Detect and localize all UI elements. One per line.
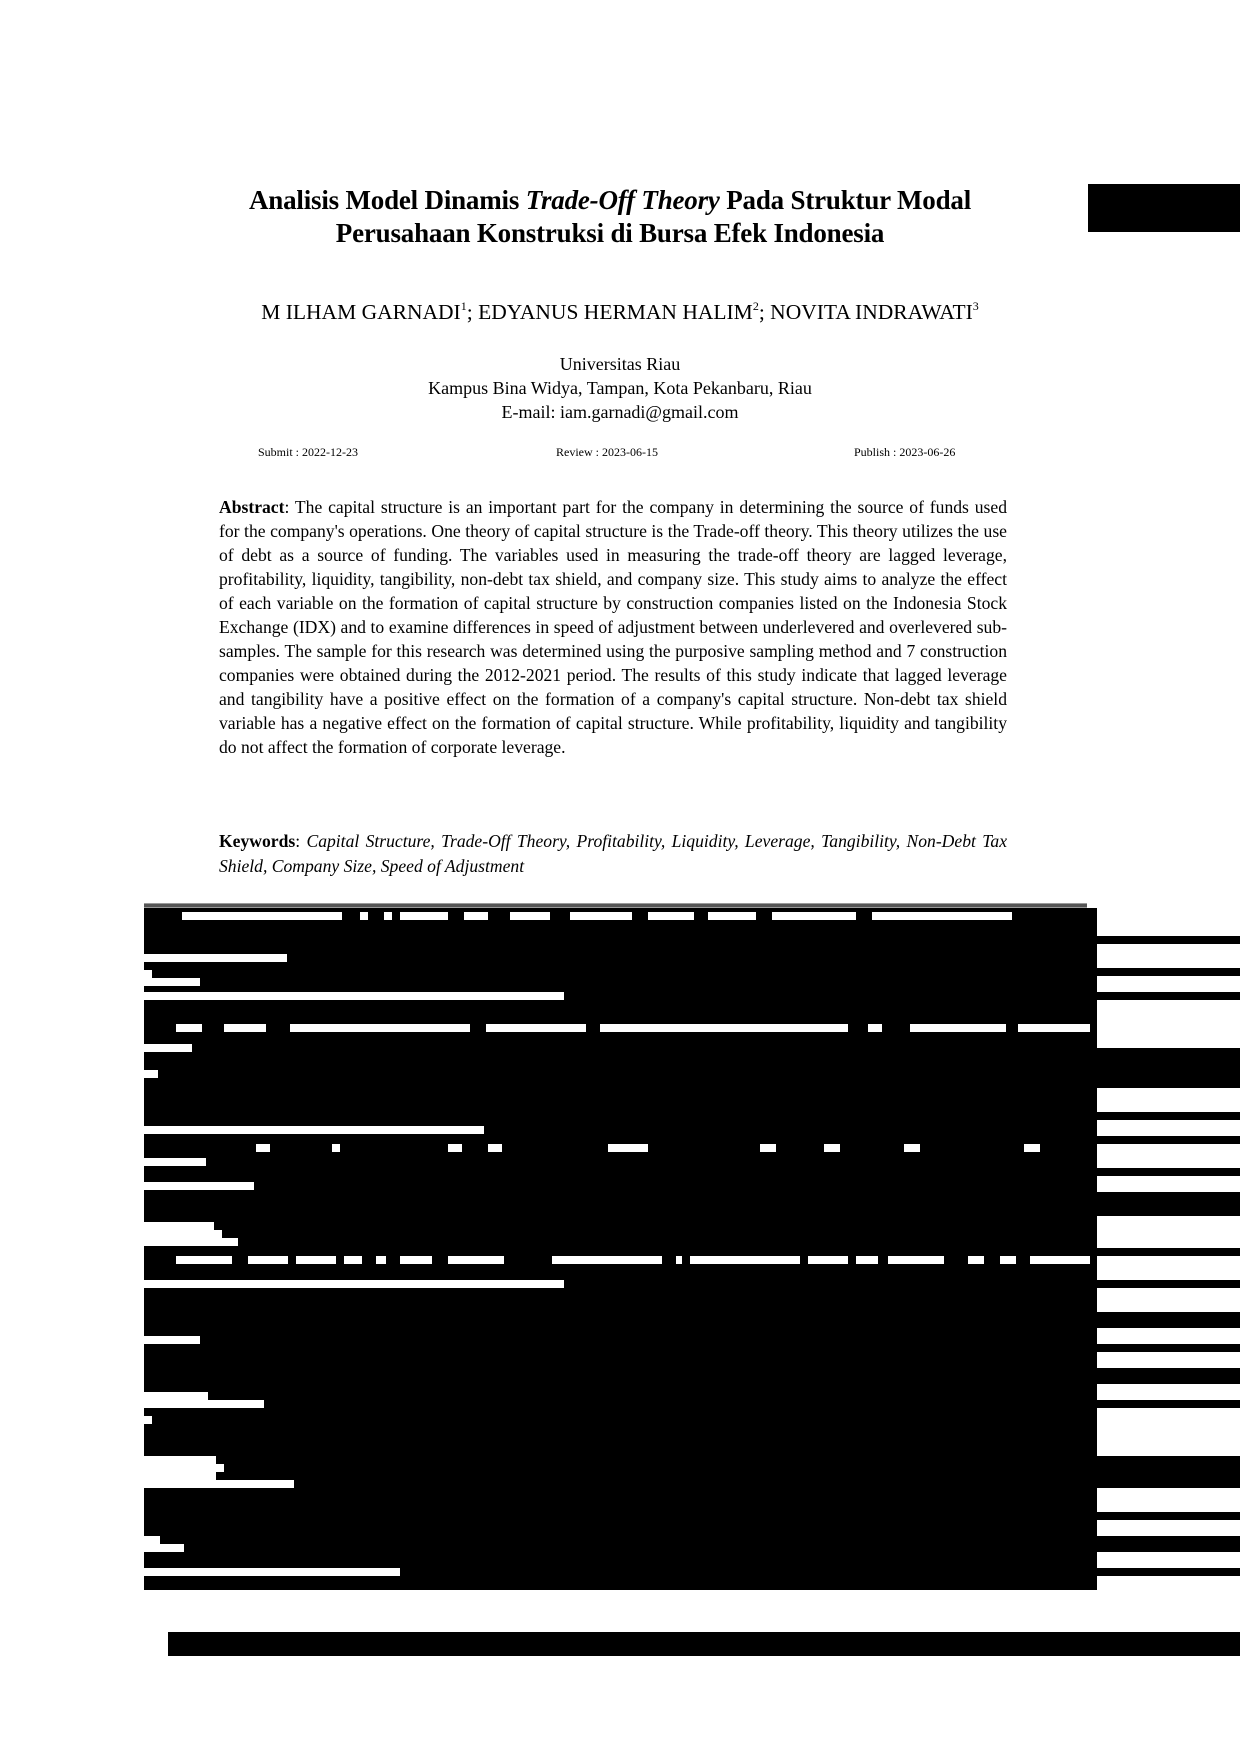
redaction-gap: [144, 1544, 184, 1552]
redaction-gap: [1000, 1256, 1016, 1264]
publication-dates: [258, 445, 978, 459]
redaction-gap: [708, 912, 756, 920]
redaction-gap: [384, 912, 392, 920]
redaction-gap: [968, 1256, 984, 1264]
redaction-gap: [144, 1158, 206, 1166]
redaction-side-bar: [1097, 1136, 1240, 1144]
redaction-gap: [144, 954, 287, 962]
redaction-side-bar: [1097, 1512, 1240, 1520]
redaction-gap: [608, 1144, 648, 1152]
redaction-gap: [144, 1464, 224, 1472]
redaction-gap: [144, 1392, 208, 1400]
redaction-gap: [488, 1144, 502, 1152]
redaction-gap: [1018, 1024, 1090, 1032]
redaction-gap: [872, 912, 1012, 920]
redaction-gap: [400, 1256, 432, 1264]
redaction-gap: [144, 1568, 400, 1576]
abstract-label: Abstract: [219, 497, 285, 517]
redaction-gap: [144, 1126, 484, 1134]
author-1: M ILHAM GARNADI$^1$;: [261, 299, 479, 324]
redaction-gap: [552, 1256, 662, 1264]
redaction-gap: [182, 912, 342, 920]
redaction-gap: [376, 1256, 386, 1264]
affiliation-address: Kampus Bina Widya, Tampan, Kota Pekanbaru, Riau: [428, 378, 812, 398]
redaction-gap: [888, 1256, 944, 1264]
redaction-side-bar: [1097, 1368, 1240, 1384]
redaction-gap: [808, 1256, 848, 1264]
redaction-side-bar: [1097, 1192, 1240, 1216]
author-list: [140, 298, 1100, 326]
redaction-gap: [144, 978, 200, 986]
redaction-gap: [144, 1456, 216, 1464]
redaction-gap: [144, 1044, 192, 1052]
redaction-gap: [144, 1416, 152, 1424]
redaction-gap: [144, 1182, 254, 1190]
redaction-gap: [144, 1336, 200, 1344]
keywords: Keywords: Capital Structure, Trade-Off Theory, Profitability, Liquidity, Leverage, Tangibility, Non-Debt Tax Shield, Company Size, Speed of Adjustment: [219, 831, 1007, 876]
redaction-side-bar: [1097, 1048, 1240, 1088]
redaction-gap: [144, 1400, 264, 1408]
redaction-gap: [648, 912, 694, 920]
redaction-gap: [690, 1256, 800, 1264]
redaction-side-bar: [1097, 968, 1240, 976]
redaction-side-bar: [1097, 936, 1240, 944]
redaction-gap: [400, 912, 448, 920]
redaction-side-bar: [1097, 1312, 1240, 1328]
redaction-gap: [224, 1024, 266, 1032]
redaction-gap: [144, 1536, 160, 1544]
redaction-gap: [464, 912, 488, 920]
redaction-gap: [296, 1256, 336, 1264]
redaction-gap: [856, 1256, 878, 1264]
redaction-gap: [290, 1024, 470, 1032]
affiliation-email[interactable]: E-mail: iam.garnadi@gmail.com: [501, 402, 739, 422]
redaction-side-bar: [1097, 1456, 1240, 1488]
redaction-gap: [144, 992, 564, 1000]
redaction-gap: [824, 1144, 840, 1152]
redaction-gap: [772, 912, 856, 920]
review-date: Review : 2023-06-15: [556, 445, 658, 459]
redaction-gap: [144, 1238, 238, 1246]
redaction-gap: [868, 1024, 882, 1032]
redaction-gap: [360, 912, 368, 920]
redaction-gap: [510, 912, 550, 920]
redaction-gap: [448, 1144, 462, 1152]
affiliation-university: Universitas Riau: [559, 354, 681, 374]
redaction-gap: [144, 1280, 564, 1288]
redaction-gap: [676, 1256, 682, 1264]
redaction-side-bar: [1097, 1400, 1240, 1408]
redaction-side-bar: [1097, 1248, 1240, 1256]
redaction-gap: [176, 1024, 202, 1032]
footer-redaction-bar: [168, 1632, 1240, 1656]
redaction-gap: [904, 1144, 920, 1152]
redaction-side-bar: [1097, 1168, 1240, 1176]
redaction-gap: [910, 1024, 1006, 1032]
submit-date: Submit : 2022-12-23: [258, 445, 359, 459]
redaction-gap: [600, 1024, 848, 1032]
redaction-gap: [760, 1144, 776, 1152]
title-line2: Perusahaan Konstruksi di Bursa Efek Indonesia: [335, 218, 885, 248]
keywords-text: Capital Structure, Trade-Off Theory, Profitability, Liquidity, Leverage, Tangibility, Non-Debt Tax Shield, Company Size, Speed of Adjustment: [219, 831, 1007, 876]
title-part1: Analisis Model Dinamis: [249, 185, 526, 215]
redaction-gap: [144, 1070, 158, 1078]
redaction-side-bar: [1097, 1112, 1240, 1120]
author-2: EDYANUS HERMAN HALIM$^2$;: [478, 299, 771, 324]
redaction-side-bar: [1097, 1344, 1240, 1352]
author-3: NOVITA INDRAWATI$^3$: [770, 299, 979, 324]
title-part2: Pada Struktur Modal: [719, 185, 971, 215]
abstract: Abstract: The capital structure is an important part for the company in determining the source of funds used for the company's operations. One theory of capital structure is the Trade-off theory. This theory utilizes the use of debt as a source of funding. The variables used in measuring the trade-off theory are lagged leverage, profitability, liquidity, tangibility, non-debt tax shield, and company size. This study aims to analyze the effect of each variable on the formation of capital structure by construction companies listed on the Indonesia Stock Exchange (IDX) and to examine differences in speed of adjustment between underlevered and overlevered sub-samples. The sample for this research was determined using the purposive sampling method and 7 construction companies were obtained during the 2012-2021 period. The results of this study indicate that lagged leverage and tangibility have a positive effect on the formation of a company's capital structure. Non-debt tax shield variable has a negative effect on the formation of capital structure. While profitability, liquidity and tangibility do not affect the formation of corporate leverage.: [219, 497, 1007, 757]
redaction-gap: [448, 1256, 504, 1264]
redaction-gap: [144, 1472, 216, 1480]
redaction-gap: [144, 1222, 214, 1230]
redaction-side-bar: [1097, 1280, 1240, 1288]
redaction-gap: [256, 1144, 270, 1152]
paper-title: [180, 184, 1040, 250]
redaction-gap: [144, 1480, 294, 1488]
redaction-side-bar: [1097, 1568, 1240, 1576]
redaction-gap: [176, 1256, 232, 1264]
keywords-label: Keywords: [219, 831, 296, 851]
title-italic: Trade-Off Theory: [525, 185, 720, 215]
redaction-gap: [144, 1230, 222, 1238]
header-marker-block: [1088, 184, 1240, 232]
redaction-gap: [1030, 1256, 1090, 1264]
redaction-side-bar: [1097, 992, 1240, 1000]
redaction-gap: [248, 1256, 288, 1264]
redaction-gap: [332, 1144, 340, 1152]
abstract-text: The capital structure is an important part for the company in determining the source of funds used for the company's operations. One theory of capital structure is the Trade-off theory. This theory utilizes the use of debt as a source of funding. The variables used in measuring the trade-off theory are lagged leverage, profitability, liquidity, tangibility, non-debt tax shield, and company size. This study aims to analyze the effect of each variable on the formation of capital structure by construction companies listed on the Indonesia Stock Exchange (IDX) and to examine differences in speed of adjustment between underlevered and overlevered sub-samples. The sample for this research was determined using the purposive sampling method and 7 construction companies were obtained during the 2012-2021 period. The results of this study indicate that lagged leverage and tangibility have a positive effect on the formation of a company's capital structure. Non-debt tax shield variable has a negative effect on the formation of capital structure. While profitability, liquidity and tangibility do not affect the formation of corporate leverage.: [219, 497, 1007, 757]
redaction-gap: [486, 1024, 586, 1032]
publish-date: Publish : 2023-06-26: [854, 445, 956, 459]
redaction-side-bar: [1097, 1536, 1240, 1552]
affiliation-block: [220, 352, 1020, 424]
redaction-gap: [1024, 1144, 1040, 1152]
redaction-gap: [570, 912, 632, 920]
redaction-gap: [344, 1256, 362, 1264]
